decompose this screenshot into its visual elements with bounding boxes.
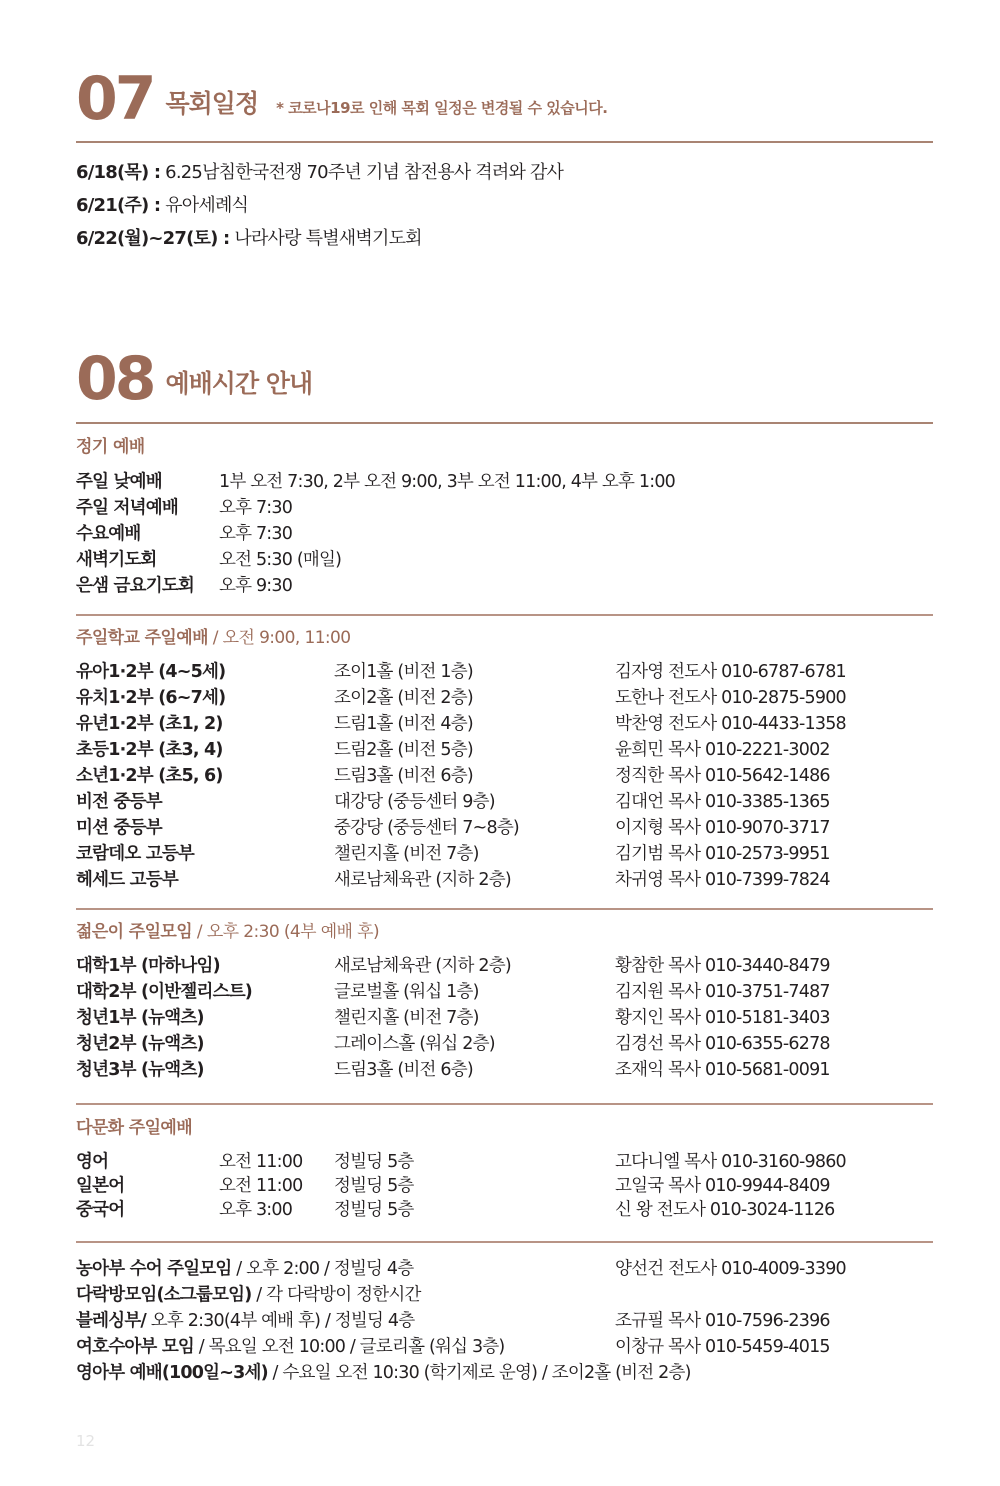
section-number: 07: [76, 64, 154, 134]
table-row: 유아1·2부 (4~5세) 조이1홀 (비전 1층) 김자영 전도사 010-6787-6781: [76, 662, 846, 682]
table-row: 영어 오전 11:00 정빌딩 5층 고다니엘 목사 010-3160-9860: [76, 1152, 846, 1172]
schedule-item: [76, 158, 563, 184]
table-row: 헤세드 고등부 새로남체육관 (지하 2층) 차귀영 목사 010-7399-7824: [76, 870, 830, 890]
table-row: 중국어 오후 3:00 정빌딩 5층 신 왕 전도사 010-3024-1126: [76, 1200, 835, 1220]
subsection-heading-regular: 정기 예배: [76, 437, 145, 457]
section-title: 예배시간 안내: [165, 369, 313, 398]
table-row: 일본어 오전 11:00 정빌딩 5층 고일국 목사 010-9944-8409: [76, 1176, 830, 1196]
subsection-heading-multicultural: 다문화 주일예배: [76, 1118, 193, 1138]
subsection-divider: [76, 908, 933, 910]
table-row: 초등1·2부 (초3, 4) 드림2홀 (비전 5층) 윤희민 목사 010-2221-3002: [76, 740, 830, 760]
schedule-date: 6/18(목) :: [76, 162, 161, 183]
list-item: 영아부 예배(100일~3세) / 수요일 오전 10:30 (학기제로 운영) / 조이2홀 (비전 2층): [76, 1363, 691, 1383]
table-row: 청년1부 (뉴액츠) 챌린지홀 (비전 7층) 황지인 목사 010-5181-3403: [76, 1008, 830, 1028]
section-title: 목회일정: [165, 89, 259, 118]
table-row: 수요예배 오후 7:30: [76, 524, 293, 544]
table-row: 새벽기도회 오전 5:30 (매일): [76, 550, 342, 570]
table-row: 대학2부 (이반젤리스트) 글로벌홀 (워십 1층) 김지원 목사 010-3751-7487: [76, 982, 830, 1002]
list-item: 블레싱부/ 오후 2:30(4부 예배 후) / 정빌딩 4층 조규필 목사 010-7596-2396: [76, 1311, 830, 1331]
schedule-text: 나라사랑 특별새벽기도회: [229, 228, 422, 249]
table-row: 청년2부 (뉴액츠) 그레이스홀 (워십 2층) 김경선 목사 010-6355-6278: [76, 1034, 830, 1054]
list-item: 다락방모임(소그룹모임) / 각 다락방이 정한시간: [76, 1285, 421, 1305]
table-row: 청년3부 (뉴액츠) 드림3홀 (비전 6층) 조재익 목사 010-5681-0091: [76, 1060, 830, 1080]
table-row: 대학1부 (마하나임) 새로남체육관 (지하 2층) 황참한 목사 010-3440-8479: [76, 956, 830, 976]
subsection-heading-sunday-school: 주일학교 주일예배 / 오전 9:00, 11:00: [76, 628, 351, 648]
section-number: 08: [76, 344, 154, 414]
table-row: 유치1·2부 (6~7세) 조이2홀 (비전 2층) 도한나 전도사 010-2875-5900: [76, 688, 846, 708]
schedule-date: 6/21(주) :: [76, 195, 161, 216]
subsection-divider: [76, 614, 933, 616]
section-note: * 코로나19로 인해 목회 일정은 변경될 수 있습니다.: [276, 99, 608, 117]
schedule-date: 6/22(월)~27(토) :: [76, 228, 230, 249]
table-row: 미션 중등부 중강당 (중등센터 7~8층) 이지형 목사 010-9070-3717: [76, 818, 830, 838]
schedule-item: [76, 224, 422, 250]
table-row: 소년1·2부 (초5, 6) 드림3홀 (비전 6층) 정직한 목사 010-5642-1486: [76, 766, 830, 786]
section-divider: [76, 141, 933, 143]
table-row: 코람데오 고등부 챌린지홀 (비전 7층) 김기범 목사 010-2573-9951: [76, 844, 830, 864]
schedule-text: 6.25남침한국전쟁 70주년 기념 참전용사 격려와 감사: [160, 162, 564, 183]
schedule-item: [76, 191, 248, 217]
table-row: 비전 중등부 대강당 (중등센터 9층) 김대언 목사 010-3385-1365: [76, 792, 830, 812]
subsection-heading-youth: 젊은이 주일모임 / 오후 2:30 (4부 예배 후): [76, 922, 380, 942]
table-row: 주일 낮예배 1부 오전 7:30, 2부 오전 9:00, 3부 오전 11:00, 4부 오후 1:00: [76, 472, 676, 492]
subsection-divider: [76, 1103, 933, 1105]
page-number: 12: [76, 1432, 96, 1450]
list-item: 농아부 수어 주일모임 / 오후 2:00 / 정빌딩 4층 양선건 전도사 010-4009-3390: [76, 1259, 846, 1279]
schedule-text: 유아세례식: [160, 195, 249, 216]
section-divider: [76, 422, 933, 424]
table-row: 유년1·2부 (초1, 2) 드림1홀 (비전 4층) 박찬영 전도사 010-4433-1358: [76, 714, 846, 734]
section-08-header: [76, 344, 313, 414]
subsection-divider: [76, 1241, 933, 1243]
list-item: 여호수아부 모임 / 목요일 오전 10:00 / 글로리홀 (워십 3층) 이창규 목사 010-5459-4015: [76, 1337, 830, 1357]
table-row: 주일 저녁예배 오후 7:30: [76, 498, 293, 518]
section-07-header: [76, 64, 608, 134]
table-row: 은샘 금요기도회 오후 9:30: [76, 576, 293, 596]
